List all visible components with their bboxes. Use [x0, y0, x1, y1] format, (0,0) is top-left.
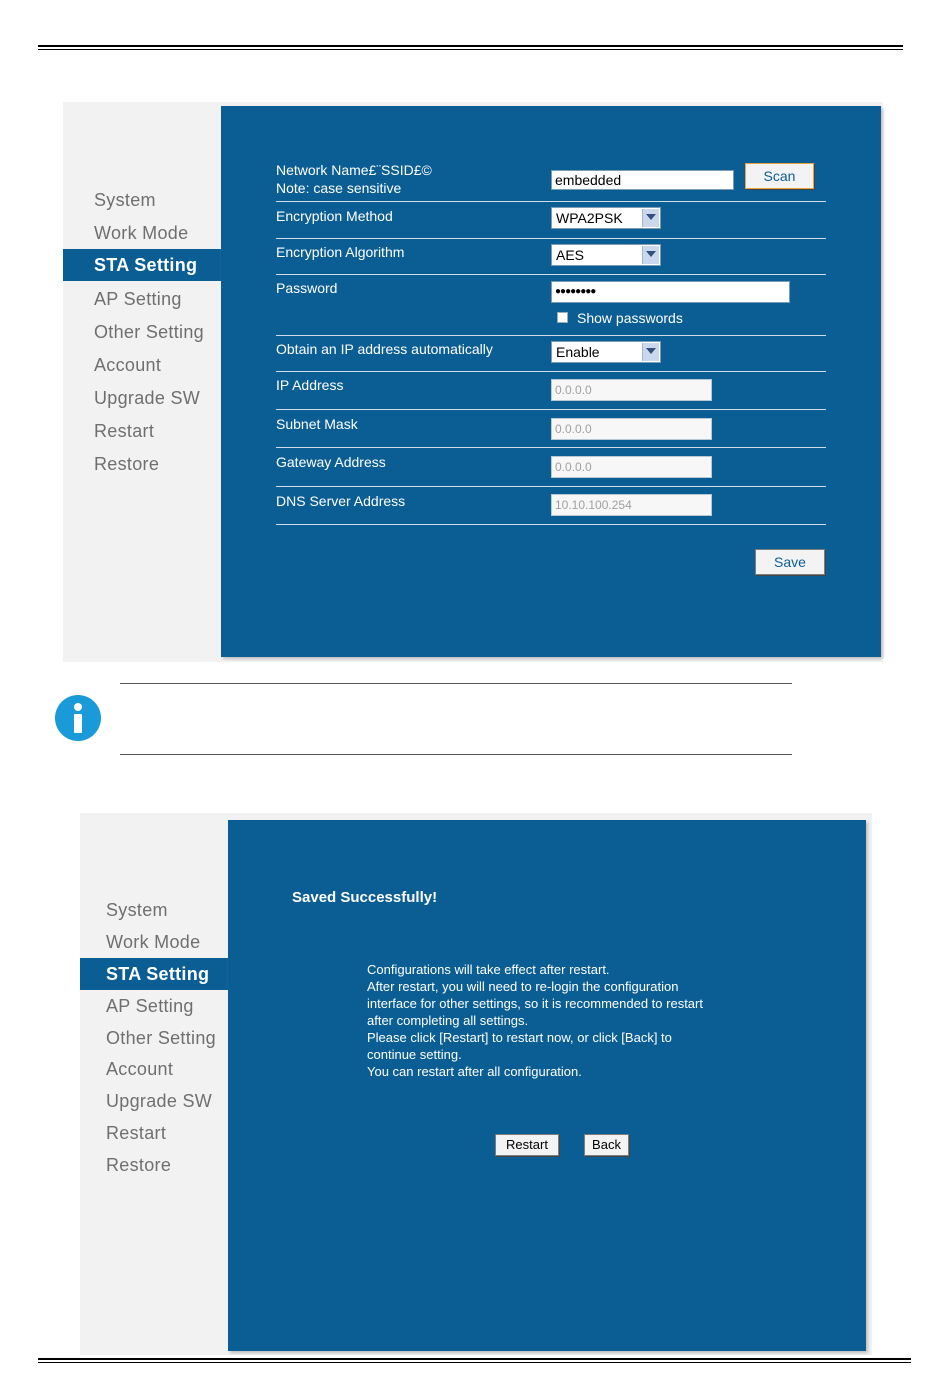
sidebar-item-system[interactable]: System	[106, 900, 168, 920]
sidebar-item-other-setting[interactable]: Other Setting	[106, 1028, 216, 1048]
sidebar-item-restart[interactable]: Restart	[94, 421, 155, 441]
row-divider	[276, 335, 826, 336]
sidebar-item-ap-setting[interactable]: AP Setting	[94, 289, 182, 309]
ssid-label: Network Name£¨SSID£©	[276, 162, 432, 178]
obtain-ip-select[interactable]	[551, 341, 661, 363]
row-divider	[276, 274, 826, 275]
subnet-mask-label: Subnet Mask	[276, 416, 358, 432]
saved-successfully-screenshot	[80, 813, 872, 1355]
password-label: Password	[276, 280, 338, 296]
chevron-down-icon	[642, 209, 659, 227]
restart-button[interactable]: Restart	[495, 1134, 559, 1156]
chevron-down-icon	[642, 246, 659, 264]
header-rule-thin	[38, 49, 903, 50]
gateway-address-label: Gateway Address	[276, 454, 386, 470]
sidebar-item-restore[interactable]: Restore	[106, 1155, 172, 1175]
message-line: You can restart after all configuration.	[367, 1064, 582, 1079]
row-divider	[276, 524, 826, 525]
encryption-method-select[interactable]	[551, 207, 661, 229]
sidebar-item-restart[interactable]: Restart	[106, 1123, 167, 1143]
show-passwords-checkbox[interactable]	[557, 312, 568, 323]
encryption-algorithm-value: AES	[556, 247, 585, 263]
sidebar-item-upgrade-sw[interactable]: Upgrade SW	[94, 388, 201, 408]
header-rule	[38, 45, 903, 47]
footer-rule	[38, 1358, 911, 1360]
sidebar-item-sta-setting[interactable]: STA Setting	[80, 958, 228, 990]
message-line: after completing all settings.	[367, 1013, 529, 1028]
saved-successfully-title: Saved Successfully!	[292, 889, 438, 906]
sidebar-item-upgrade-sw[interactable]: Upgrade SW	[106, 1091, 213, 1111]
sidebar-item-account[interactable]: Account	[106, 1059, 174, 1079]
sidebar-item-other-setting[interactable]: Other Setting	[94, 322, 204, 342]
row-divider	[276, 409, 826, 410]
row-divider	[276, 371, 826, 372]
save-button[interactable]: Save	[755, 549, 825, 575]
back-button[interactable]: Back	[584, 1134, 629, 1156]
dns-server-label: DNS Server Address	[276, 493, 406, 509]
sidebar-item-ap-setting[interactable]: AP Setting	[106, 996, 194, 1016]
sidebar-nav	[63, 102, 221, 662]
encryption-method-label: Encryption Method	[276, 208, 393, 224]
ssid-input[interactable]	[551, 170, 734, 190]
encryption-algorithm-select[interactable]	[551, 244, 661, 266]
message-line: continue setting.	[367, 1047, 462, 1062]
sta-setting-screenshot	[63, 102, 883, 662]
saved-successfully-panel	[228, 820, 866, 1351]
row-divider	[276, 201, 826, 202]
sidebar-item-work-mode[interactable]: Work Mode	[94, 223, 189, 243]
ip-address-label: IP Address	[276, 377, 344, 393]
obtain-ip-value: Enable	[556, 344, 600, 360]
subnet-mask-input[interactable]	[551, 418, 712, 440]
info-icon	[55, 695, 101, 741]
show-passwords-label: Show passwords	[577, 310, 683, 326]
sidebar-item-restore[interactable]: Restore	[94, 454, 160, 474]
encryption-method-value: WPA2PSK	[556, 210, 623, 226]
password-input[interactable]: ●●●●●●●●	[551, 281, 790, 303]
sidebar-item-sta-setting[interactable]: STA Setting	[63, 249, 221, 281]
row-divider	[276, 238, 826, 239]
scan-button[interactable]: Scan	[745, 163, 814, 189]
message-line: Configurations will take effect after restart.	[367, 962, 610, 977]
footer-rule-thin	[38, 1362, 911, 1363]
message-line: Please click [Restart] to restart now, or click [Back] to	[367, 1030, 672, 1045]
dns-server-input[interactable]	[551, 494, 712, 516]
obtain-ip-label: Obtain an IP address automatically	[276, 341, 493, 357]
sta-settings-form	[221, 106, 881, 657]
sidebar-item-system[interactable]: System	[94, 190, 156, 210]
sidebar-item-work-mode[interactable]: Work Mode	[106, 932, 201, 952]
gateway-address-input[interactable]	[551, 456, 712, 478]
message-line: interface for other settings, so it is recommended to restart	[367, 996, 703, 1011]
ssid-note: Note: case sensitive	[276, 180, 402, 196]
note-rule-bottom	[120, 754, 792, 755]
encryption-algorithm-label: Encryption Algorithm	[276, 244, 405, 260]
note-rule-top	[120, 683, 792, 684]
ip-address-input[interactable]	[551, 379, 712, 401]
chevron-down-icon	[642, 343, 659, 361]
row-divider	[276, 447, 826, 448]
sidebar-item-account[interactable]: Account	[94, 355, 162, 375]
row-divider	[276, 486, 826, 487]
sidebar-nav	[80, 813, 228, 1355]
message-line: After restart, you will need to re-login the configuration	[367, 979, 679, 994]
